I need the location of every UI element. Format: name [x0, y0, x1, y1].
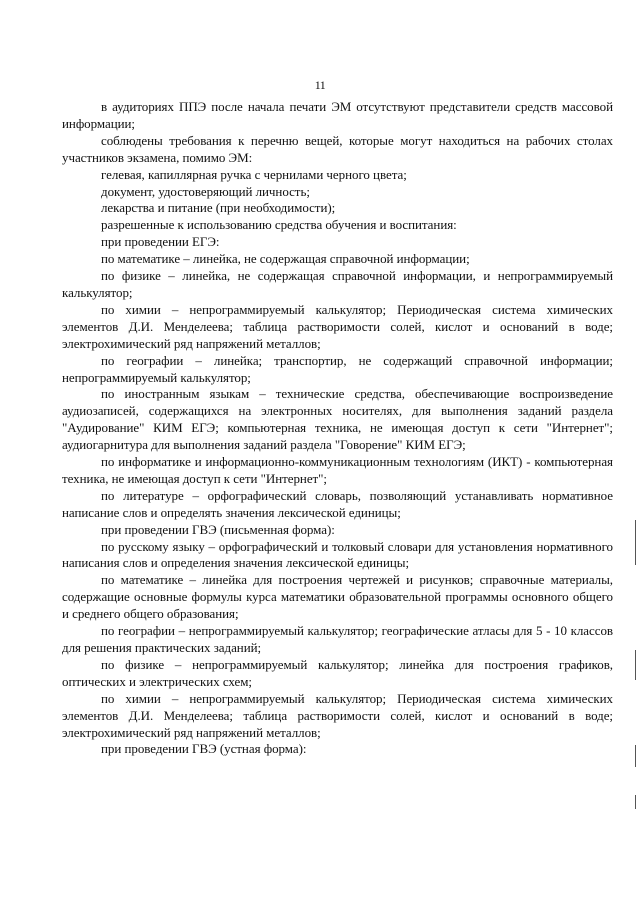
scan-artifact-line: [635, 650, 636, 680]
scan-artifact-line: [635, 520, 636, 565]
paragraph: по географии – линейка; транспортир, не содержащий справочной информации; непрограммируемый калькулятор;: [62, 352, 613, 385]
paragraph: документ, удостоверяющий личность;: [101, 183, 310, 199]
paragraph: по физике – непрограммируемый калькулятор; линейка для построения графиков, оптических и электрических схем;: [62, 656, 613, 689]
paragraph: по математике – линейка, не содержащая справочной информации;: [101, 251, 470, 267]
paragraph: соблюдены требования к перечню вещей, которые могут находиться на рабочих столах участников экзамена, помимо ЭМ:: [62, 132, 613, 165]
paragraph: в аудиториях ППЭ после начала печати ЭМ отсутствуют представители средств массовой информации;: [62, 99, 613, 131]
paragraph: гелевая, капиллярная ручка с чернилами черного цвета;: [101, 166, 407, 182]
paragraph: при проведении ЕГЭ:: [101, 234, 220, 250]
paragraph: по иностранным языкам – технические средства, обеспечивающие воспроизведение аудиозаписей, содержащихся на электронных носителях, для выполнения заданий раздела "Аудирование" КИМ ЕГЭ; компьютерная техника, не имеющая доступ к сети "Интернет"; аудиогарнитура для выполнения заданий раздела "Говорение" КИМ ЕГЭ;: [62, 386, 613, 453]
paragraph: по физике – линейка, не содержащая справочной информации, и непрограммируемый калькулятор;: [62, 268, 613, 300]
paragraph: по математике – линейка для построения чертежей и рисунков; справочные материалы, содержащие основные формулы курса математики образовательной программы основного общего и среднего общего образования;: [62, 572, 613, 622]
paragraph: по химии – непрограммируемый калькулятор; Периодическая система химических элементов Д.И. Менделеева; таблица растворимости солей, кислот и оснований в воде; электрохимический ряд напряжений металлов;: [62, 301, 613, 351]
page-number: 11: [314, 78, 326, 92]
scan-artifact-line: [635, 795, 636, 809]
paragraph: по географии – непрограммируемый калькулятор; географические атласы для 5 - 10 классов для решения практических заданий;: [62, 623, 613, 655]
paragraph: разрешенные к использованию средства обучения и воспитания:: [101, 217, 457, 233]
paragraph: по информатике и информационно-коммуникационным технологиям (ИКТ) - компьютерная техника, не имеющая доступ к сети "Интернет";: [62, 454, 613, 486]
document-body: [62, 99, 613, 758]
scan-artifact-line: [635, 745, 636, 767]
paragraph: лекарства и питание (при необходимости);: [101, 200, 336, 216]
paragraph: при проведении ГВЭ (устная форма):: [101, 741, 307, 757]
paragraph: при проведении ГВЭ (письменная форма):: [101, 521, 335, 537]
paragraph: по русскому языку – орфографический и толковый словари для установления нормативного написания слов и определения значения лексической единицы;: [62, 538, 613, 571]
paragraph: по литературе – орфографический словарь, позволяющий устанавливать нормативное написание слов и определять значения лексической единицы;: [62, 487, 613, 520]
paragraph: по химии – непрограммируемый калькулятор; Периодическая система химических элементов Д.И. Менделеева; таблица растворимости солей, кислот и оснований в воде; электрохимический ряд напряжений металлов;: [62, 690, 613, 740]
